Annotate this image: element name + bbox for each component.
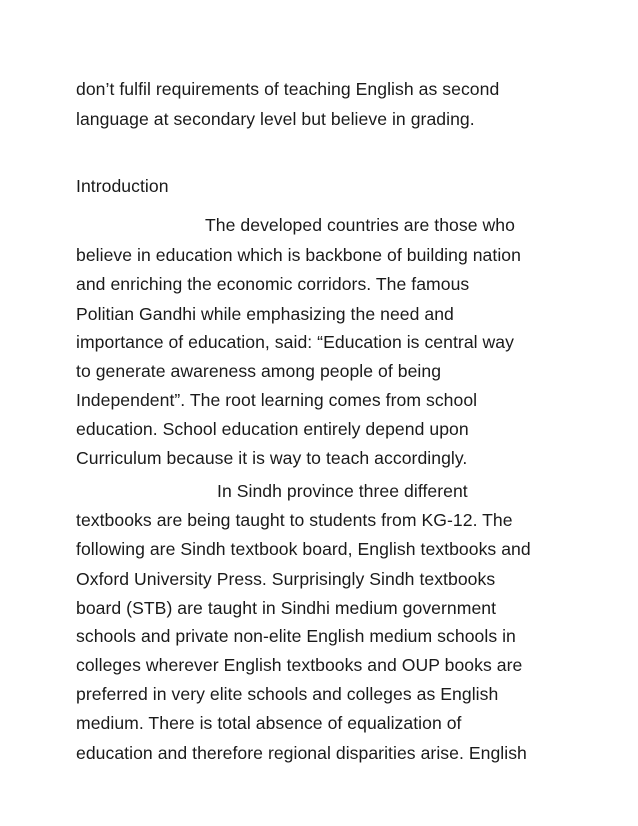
paragraph1-line-8: education. School education entirely depend upon	[76, 419, 469, 439]
paragraph2-line-7: colleges wherever English textbooks and OUP books are	[76, 655, 523, 675]
paragraph2-line-6: schools and private non-elite English medium schools in	[76, 626, 516, 646]
paragraph2-line-4: Oxford University Press. Surprisingly Sindh textbooks	[76, 569, 496, 589]
paragraph2-line-8: preferred in very elite schools and colleges as English	[76, 684, 499, 704]
paragraph1-line-2: believe in education which is backbone of building nation	[76, 245, 521, 265]
paragraph2-line-3: following are Sindh textbook board, English textbooks and	[76, 539, 531, 559]
paragraph2-line-9: medium. There is total absence of equalization of	[76, 713, 462, 733]
paragraph2-line-1: In Sindh province three different	[217, 481, 468, 501]
paragraph1-line-1: The developed countries are those who	[205, 215, 515, 235]
paragraph1-line-4: Politian Gandhi while emphasizing the need and	[76, 304, 454, 324]
paragraph2-line-5: board (STB) are taught in Sindhi medium government	[76, 598, 497, 618]
section-heading: Introduction	[76, 176, 169, 196]
paragraph1-line-7: Independent”. The root learning comes from school	[76, 390, 478, 410]
paragraph1-line-5: importance of education, said: “Education is central way	[76, 332, 514, 352]
paragraph1-line-3: and enriching the economic corridors. The famous	[76, 274, 470, 294]
paragraph2-line-10: education and therefore regional disparities arise. English	[76, 743, 527, 763]
intro-line-2: language at secondary level but believe in grading.	[76, 109, 475, 129]
paragraph2-line-2: textbooks are being taught to students from KG-12. The	[76, 510, 513, 530]
paragraph1-line-6: to generate awareness among people of being	[76, 361, 442, 381]
intro-line-1: don’t fulfil requirements of teaching English as second	[76, 79, 500, 99]
paragraph1-line-9: Curriculum because it is way to teach accordingly.	[76, 448, 468, 468]
